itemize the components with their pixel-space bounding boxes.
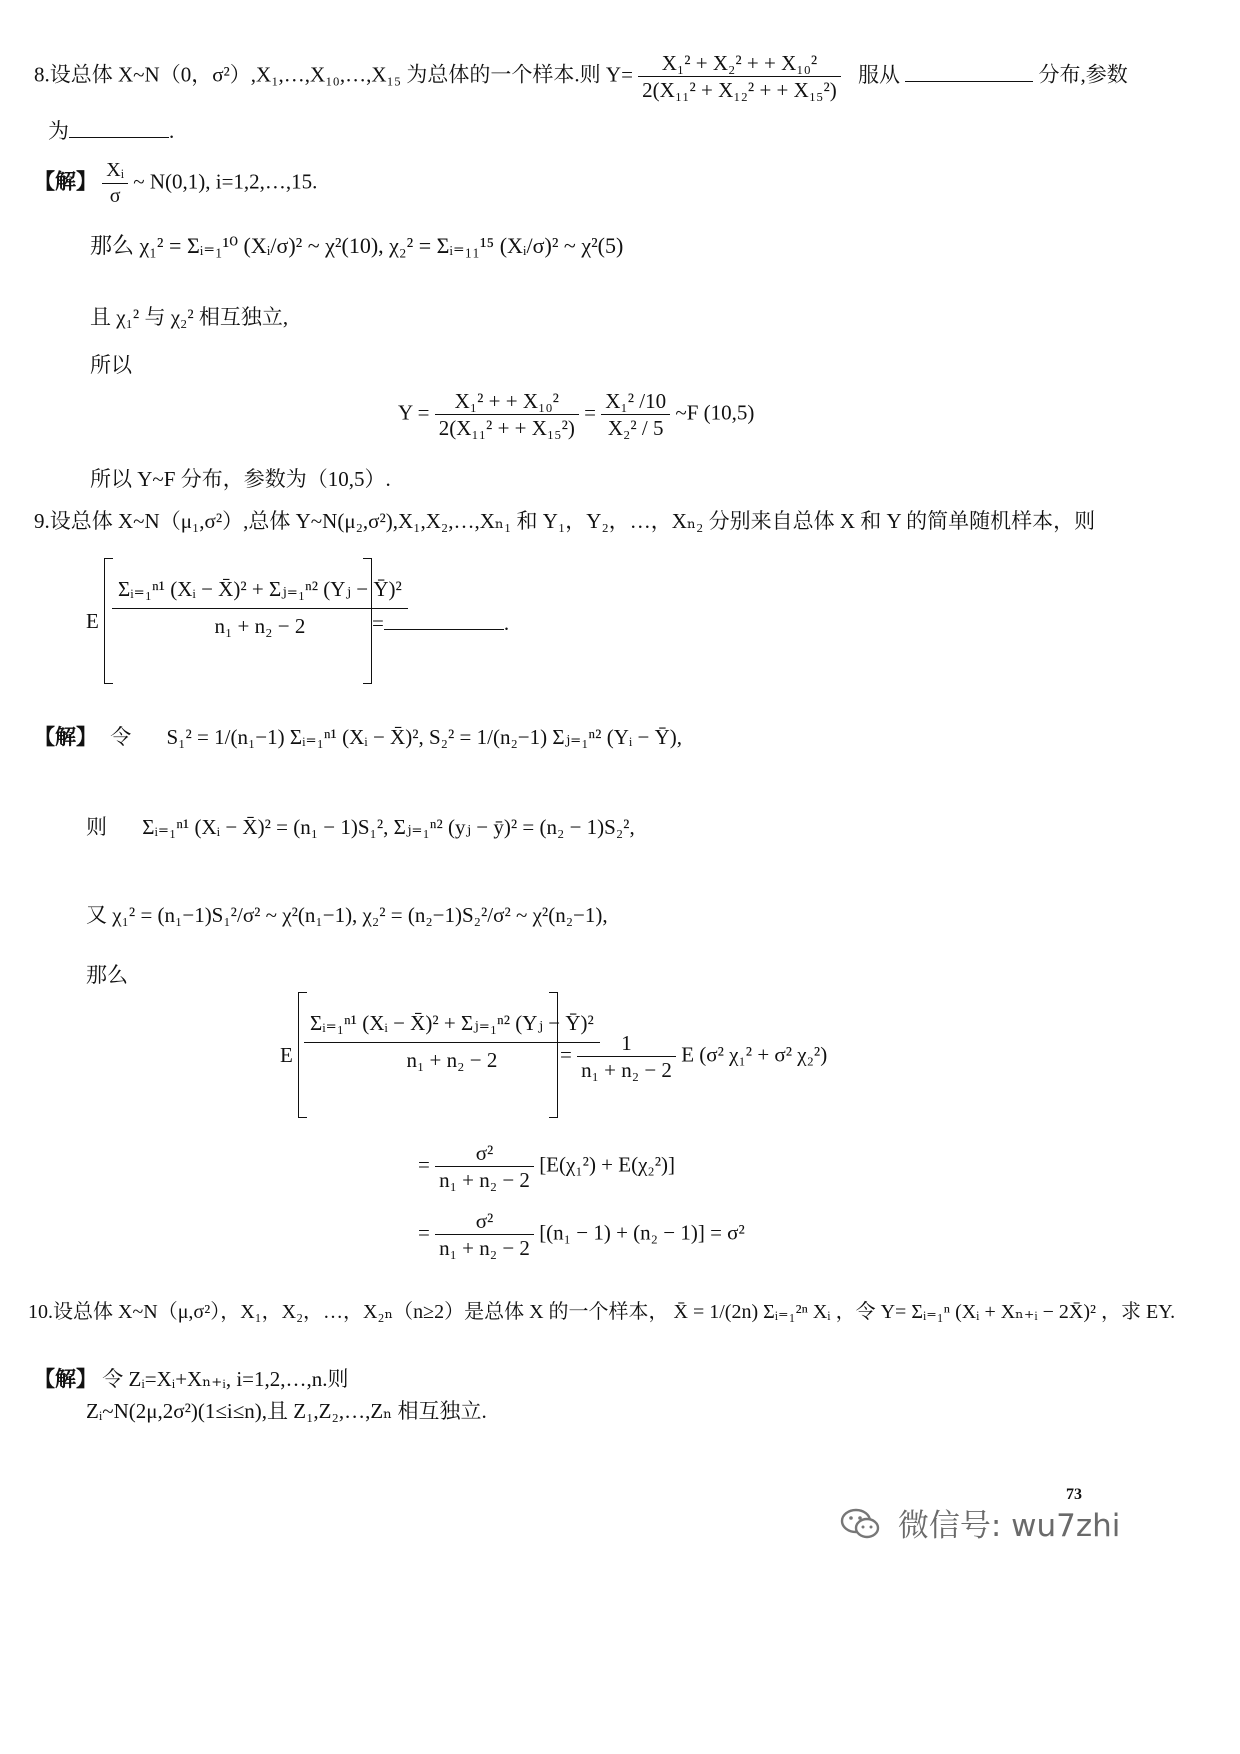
sol9-line3-num: σ²: [435, 1208, 534, 1235]
q9-frac-num: Σᵢ₌₁ⁿ¹ (Xᵢ − X̄)² + Σⱼ₌₁ⁿ² (Yⱼ − Ȳ)²: [112, 574, 408, 609]
sol8-step1-fraction: [102, 158, 128, 209]
sol10-line1: [34, 1366, 349, 1392]
sol8-step3: 且 χ₁² 与 χ₂² 相互独立,: [90, 305, 289, 329]
sol8-step5-lhs: Y =: [398, 400, 430, 425]
q10-text-b: ，令 Y=: [835, 1301, 907, 1323]
sol8-step5-frac1: [435, 388, 579, 442]
sol9-you-expr: χ₁² = (n₁−1)S₁²/σ² ~ χ²(n₁−1), χ₂² = (n₂−1)S₂²/σ² ~ χ²(n₂−1),: [112, 903, 608, 927]
q8-suffix-end: 分布,参数: [1038, 62, 1128, 87]
q8-suffix-mid: 服从: [858, 62, 900, 87]
q8-line2: [48, 118, 174, 144]
sol9-big-rhs-num: 1: [577, 1030, 676, 1057]
q8-answer-blank-2: [69, 119, 169, 138]
q9-line1: 9.设总体 X~N（μ₁,σ²）,总体 Y~N(μ₂,σ²),X₁,X₂,…,Xₙ₁ 和 Y₁，Y₂，…，Xₙ₂ 分别来自总体 X 和 Y 的简单随机样本，则: [34, 509, 1096, 533]
q9-frac: [112, 574, 408, 640]
sol9-line3-eq: =: [418, 1220, 430, 1245]
sol9-ze-expr: Σᵢ₌₁ⁿ¹ (Xᵢ − X̄)² = (n₁ − 1)S₁², Σⱼ₌₁ⁿ² (yⱼ − ȳ)² = (n₂ − 1)S₂²,: [142, 815, 635, 839]
sol9-line2-num: σ²: [435, 1140, 534, 1167]
q8-frac-den: 2(X₁₁² + X₁₂² + + X₁₅²): [642, 78, 837, 103]
sol8-step4: 所以: [90, 353, 132, 377]
sol8-step1-tail: ~ N(0,1), i=1,2,…,15.: [133, 169, 318, 194]
sol9-line2-tail: [E(χ₁²) + E(χ₂²)]: [539, 1152, 676, 1177]
sol8-step1-den: σ: [109, 185, 121, 207]
sol9-big-fraction: [304, 1008, 600, 1074]
page-number: 73: [1066, 1486, 1082, 1503]
sol9-def-line: [34, 724, 682, 750]
sol9-line2: [418, 1140, 675, 1194]
sol8-step5-frac2: [601, 388, 670, 442]
sol10-line2: Zᵢ~N(2μ,2σ²)(1≤i≤n),且 Z₁,Z₂,…,Zₙ 相互独立.: [86, 1399, 487, 1423]
q9-eq: =: [372, 611, 384, 635]
q10-xbar: X̄ = 1/(2n) Σᵢ₌₁²ⁿ Xᵢ: [673, 1301, 831, 1323]
sol8-step5-frac2-num: X₁² /10: [601, 388, 670, 415]
q10-text-a: 10.设总体 X~N（μ,σ²），X₁，X₂，…，X₂ₙ（n≥2）是总体 X 的一个样本，: [28, 1301, 669, 1323]
q8-frac-num: X₁² + X₂² + + X₁₀²: [638, 50, 841, 77]
sol9-big-rhs: [560, 1030, 827, 1084]
sol8-step5-frac1-num: X₁² + + X₁₀²: [435, 388, 579, 415]
sol9-big-rhs-frac: [577, 1030, 676, 1084]
watermark-text: 微信号: wu7zhi: [897, 1508, 1121, 1544]
sol9-big-rhs-eq: =: [560, 1042, 572, 1067]
q8-prefix: 8.设总体 X~N（0，σ²）,X₁,…,X₁₀,…,X₁₅ 为总体的一个样本.则 Y=: [34, 62, 633, 87]
sol8-step5-eq: =: [584, 400, 596, 425]
sol9-name: 那么: [86, 963, 128, 987]
sol8-step1: [34, 158, 317, 209]
sol8-step5-frac2-den: X₂² / 5: [607, 416, 664, 441]
sol10-label: 【解】: [34, 1367, 97, 1391]
sol8-step1-num: Xᵢ: [102, 158, 128, 184]
sol9-line2-den: n₁ + n₂ − 2: [439, 1168, 530, 1193]
sol9-line2-eq: =: [418, 1152, 430, 1177]
q9-frac-den: n₁ + n₂ − 2: [214, 614, 306, 639]
sol9-line3-tail: [(n₁ − 1) + (n₂ − 1)] = σ²: [539, 1220, 745, 1245]
q10-text-c: ，求 EY.: [1101, 1301, 1176, 1323]
sol8-step5: [398, 388, 754, 442]
sol8-step5-tail: ~F (10,5): [675, 400, 755, 425]
sol9-big-frac: [304, 1008, 600, 1074]
q9-fraction: [112, 574, 408, 640]
sol9-line2-frac: [435, 1140, 534, 1194]
sol9-big-frac-num: Σᵢ₌₁ⁿ¹ (Xᵢ − X̄)² + Σⱼ₌₁ⁿ² (Yⱼ − Ȳ)²: [304, 1008, 600, 1043]
sol8-label: 【解】: [34, 169, 97, 194]
sol9-ze: 则: [86, 815, 107, 839]
sol9-big-frac-den: n₁ + n₂ − 2: [406, 1048, 498, 1073]
sol9-line3-den: n₁ + n₂ − 2: [439, 1236, 530, 1261]
sol9-ling: 令: [110, 725, 132, 749]
sol9-E: E: [280, 1043, 293, 1067]
q8-line2-prefix: 为: [48, 119, 69, 143]
sol9-def: S₁² = 1/(n₁−1) Σᵢ₌₁ⁿ¹ (Xᵢ − X̄)², S₂² = 1/(n₂−1) Σⱼ₌₁ⁿ² (Yᵢ − Ȳ),: [166, 725, 683, 749]
sol9-ze-line: [86, 814, 635, 840]
sol9-line3-frac: [435, 1208, 534, 1262]
sol9-you-line: [86, 902, 608, 928]
q9-answer-blank: [384, 611, 504, 630]
q8-fraction: [638, 50, 841, 104]
q8-answer-blank-1: [905, 63, 1033, 82]
sol8-step6: 所以 Y~F 分布，参数为（10,5）.: [90, 467, 391, 491]
wechat-logo-icon: [840, 1506, 882, 1550]
sol9-label: 【解】: [34, 725, 97, 749]
sol10-line1-text: 令 Zᵢ=Xᵢ+Xₙ₊ᵢ, i=1,2,…,n.则: [102, 1367, 349, 1391]
sol8-step5-frac1-den: 2(X₁₁² + + X₁₅²): [438, 416, 575, 441]
sol8-step2: 那么 χ₁² = Σᵢ₌₁¹⁰ (Xᵢ/σ)² ~ χ²(10), χ₂² = Σᵢ₌₁₁¹⁵ (Xᵢ/σ)² ~ χ²(5): [90, 233, 624, 258]
q8-line2-suffix: .: [169, 119, 175, 143]
sol9-big-rhs-tail: E (σ² χ₁² + σ² χ₂²): [681, 1042, 828, 1067]
q10-line: [28, 1300, 1175, 1325]
q9-E: E: [86, 609, 99, 633]
watermark: [840, 1500, 1120, 1550]
q10-y-expr: Σᵢ₌₁ⁿ (Xᵢ + Xₙ₊ᵢ − 2X̄)²: [911, 1301, 1097, 1323]
sol9-you: 又: [86, 903, 107, 927]
sol9-big-rhs-den: n₁ + n₂ − 2: [581, 1058, 672, 1083]
sol9-line3: [418, 1208, 745, 1262]
q9-end: .: [503, 611, 510, 635]
q9-answer-line: [372, 610, 509, 636]
q8-line1: [34, 50, 1128, 104]
